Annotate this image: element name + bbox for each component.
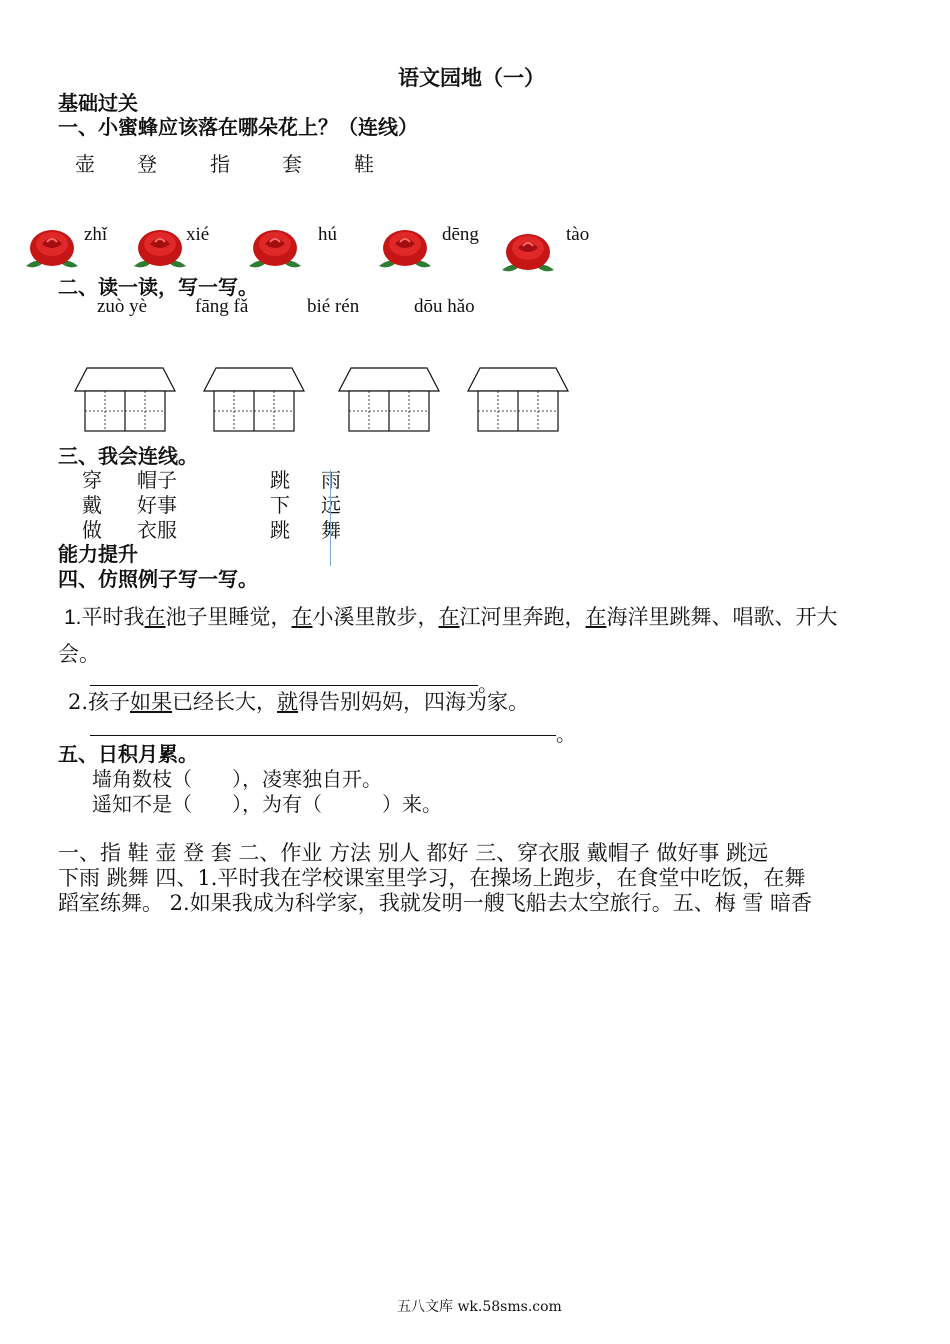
q4-answer-line-2[interactable] bbox=[90, 735, 556, 736]
q1-char: 指 bbox=[210, 152, 230, 176]
q1-heading: 一、小蜜蜂应该落在哪朵花上？（连线） bbox=[58, 115, 418, 139]
q4-keyword: 在 bbox=[291, 605, 313, 629]
q5-poem-line-1[interactable]: 墙角数枝（ ），凌寒独自开。 bbox=[92, 767, 382, 791]
rose-flower-icon[interactable] bbox=[245, 222, 305, 278]
writing-grid-box[interactable] bbox=[337, 367, 441, 433]
q2-heading: 二、读一读，写一写。 bbox=[58, 275, 258, 299]
q3-left-b: 帽子 bbox=[137, 468, 177, 492]
q4-line-end: 。 bbox=[556, 722, 576, 746]
q4-text: 孩子 bbox=[88, 690, 131, 714]
q4-example-1-cont: 会。 bbox=[58, 642, 100, 666]
q4-example-1 bbox=[64, 601, 838, 631]
text-cursor-line bbox=[330, 470, 331, 566]
q4-text: 小溪里散步， bbox=[312, 605, 439, 629]
q3-right-b: 远 bbox=[321, 493, 341, 517]
rose-flower-icon[interactable] bbox=[498, 226, 558, 282]
rose-flower-icon[interactable] bbox=[375, 222, 435, 278]
q2-pinyin: zuò yè bbox=[97, 296, 148, 317]
q1-pinyin: dēng bbox=[442, 224, 479, 245]
q4-text: 得告别妈妈，四海为家。 bbox=[298, 690, 530, 714]
q5-poem-line-2[interactable]: 遥知不是（ ），为有（ ）来。 bbox=[92, 792, 442, 816]
footer-watermark: 五八文库 wk.58sms.com bbox=[397, 1299, 562, 1315]
q3-left-b: 衣服 bbox=[137, 518, 177, 542]
q4-heading: 四、仿照例子写一写。 bbox=[58, 567, 258, 591]
q1-pinyin: xié bbox=[186, 224, 210, 245]
q4-keyword: 就 bbox=[277, 690, 299, 714]
q3-right-b: 舞 bbox=[321, 518, 341, 542]
q1-pinyin: tào bbox=[566, 224, 590, 245]
q1-pinyin: hú bbox=[318, 224, 337, 245]
writing-grid-box[interactable] bbox=[202, 367, 306, 433]
writing-grid-box[interactable] bbox=[73, 367, 177, 433]
q4-item-number: 2. bbox=[68, 690, 89, 714]
q1-char: 登 bbox=[137, 152, 157, 176]
q3-right-a: 下 bbox=[270, 493, 290, 517]
q4-keyword: 在 bbox=[438, 605, 460, 629]
q3-right-b: 雨 bbox=[321, 468, 341, 492]
q5-heading: 五、日积月累。 bbox=[58, 742, 198, 766]
section-basic-heading: 基础过关 bbox=[58, 91, 138, 115]
q1-char: 壶 bbox=[75, 152, 95, 176]
q4-example-2 bbox=[68, 686, 529, 716]
rose-flower-icon[interactable] bbox=[130, 222, 190, 278]
q1-pinyin: zhǐ bbox=[84, 224, 108, 245]
writing-grid-box[interactable] bbox=[466, 367, 570, 433]
q2-pinyin: dōu hǎo bbox=[414, 296, 475, 317]
q2-pinyin: fāng fǎ bbox=[195, 296, 249, 317]
answer-key-line: 蹈室练舞。 2.如果我成为科学家，我就发明一艘飞船去太空旅行。五、梅 雪 暗香 bbox=[58, 891, 813, 915]
q4-item-number: 1. bbox=[64, 606, 82, 629]
q2-pinyin: bié rén bbox=[307, 296, 360, 317]
q1-char: 鞋 bbox=[354, 152, 374, 176]
q3-right-a: 跳 bbox=[270, 518, 290, 542]
q3-left-a: 穿 bbox=[82, 468, 102, 492]
page-title: 语文园地（一） bbox=[398, 66, 545, 90]
q4-text: 池子里睡觉， bbox=[165, 605, 292, 629]
answer-key-line: 一、指 鞋 壶 登 套 二、作业 方法 别人 都好 三、穿衣服 戴帽子 做好事 跳远 bbox=[58, 841, 769, 865]
q3-right-a: 跳 bbox=[270, 468, 290, 492]
q3-left-b: 好事 bbox=[137, 493, 177, 517]
q1-char: 套 bbox=[282, 152, 302, 176]
q4-line-end: 。 bbox=[478, 672, 498, 696]
q4-text: 平时我 bbox=[81, 605, 145, 629]
q4-keyword: 在 bbox=[585, 605, 607, 629]
q4-keyword: 如果 bbox=[130, 690, 173, 714]
q3-left-a: 做 bbox=[82, 518, 102, 542]
q4-text: 已经长大， bbox=[172, 690, 278, 714]
q4-keyword: 在 bbox=[144, 605, 166, 629]
answer-key-line: 下雨 跳舞 四、1.平时我在学校课室里学习，在操场上跑步，在食堂中吃饭，在舞 bbox=[58, 866, 806, 890]
q3-left-a: 戴 bbox=[82, 493, 102, 517]
rose-flower-icon[interactable] bbox=[22, 222, 82, 278]
q4-text: 海洋里跳舞、唱歌、开大 bbox=[606, 605, 838, 629]
q3-heading: 三、我会连线。 bbox=[58, 444, 198, 468]
section-advanced-heading: 能力提升 bbox=[58, 542, 138, 566]
q4-text: 江河里奔跑， bbox=[459, 605, 586, 629]
